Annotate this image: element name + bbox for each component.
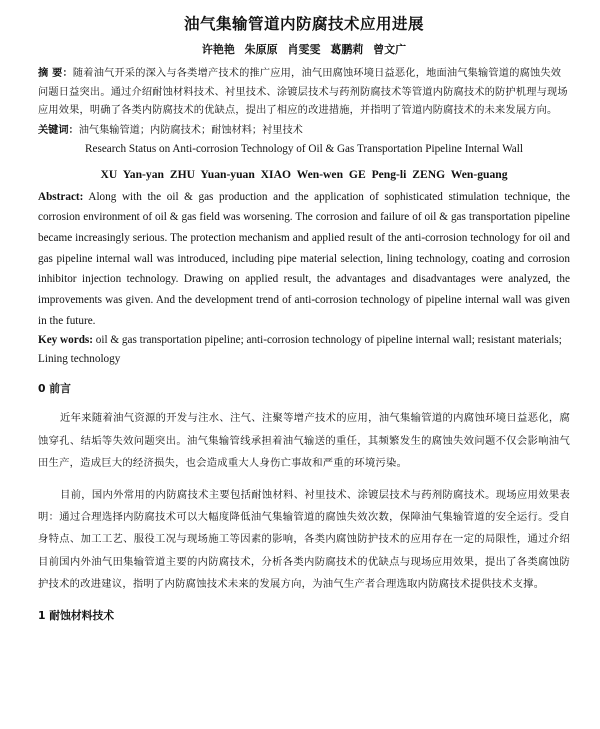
keywords-cn-label: 关键词： <box>38 124 79 136</box>
abstract-cn-label: 摘 要： <box>38 68 73 79</box>
abstract-en-label: Abstract: <box>38 190 84 203</box>
section-0-heading: 0 前言 <box>38 382 71 396</box>
section-0-paragraph-1: 近年来随着油气资源的开发与注水、注气、注聚等增产技术的应用，油气集输管道的内腐蚀环境日益恶化，腐蚀穿孔、结垢等失效问题突出。油气集输管线承担着油气输送的重任，其频繁发生的腐蚀失效问题不仅会影响油气田生产，造成巨大的经济损失，也会造成重大人身伤亡事故和严重的环境污染。 <box>38 412 570 469</box>
keywords-en-label: Key words: <box>38 334 93 347</box>
keywords-en-text: oil & gas transportation pipeline; anti-corrosion technology of pipeline internal wall; resistant materials; Lining technology <box>38 334 562 365</box>
section-0-paragraph-2: 目前，国内外常用的内防腐技术主要包括耐蚀材料、衬里技术、涂镀层技术与药剂防腐技术。现场应用效果表明：通过合理选择内防腐技术可以大幅度降低油气集输管道的腐蚀失效次数，保障油气集输管道的安全运行。受自身特点、加工工艺、服役工况与现场施工等因素的影响，各类内腐蚀防护技术的应用存在一定的局限性，通过介绍目前国内外油气田集输管道主要的内防腐技术，分析各类内防腐技术的优缺点与现场应用效果，提出了各类腐蚀防护技术的改进建议，指明了内防腐蚀技术未来的发展方向，为油气生产者合理选取内防腐技术提供技术支撑。 <box>38 489 570 590</box>
abstract-en-text: Along with the oil & gas production and the application of sophisticated stimulation technique, the corrosion environment of oil & gas field was worsening. The corrosion and failure of oil & gas transportation pipeline became increasingly serious. The protection mechanism and applied result of the anti-corrosion technology for oil and gas pipeline internal wall was introduced, including pipe material selection, lining technology, coating and corrosion inhibitor injection technology. Drawing on applied result, the advantages and disadvantages were analyzed, the improvements was given. And the development trend of anti-corrosion technology of pipeline internal wall was given in the future. <box>38 190 570 327</box>
author-list-cn: 许艳艳 朱原原 肖雯雯 葛鹏莉 曾文广 <box>201 43 407 56</box>
author-list-en: XU Yan-yan ZHU Yuan-yuan XIAO Wen-wen GE Peng-li ZENG Wen-guang <box>100 167 508 181</box>
abstract-cn-text: 随着油气开采的深入与各类增产技术的推广应用，油气田腐蚀环境日益恶化，地面油气集输管道的腐蚀失效问题日益突出。通过介绍耐蚀材料技术、衬里技术、涂镀层技术与药剂防腐技术等管道内防腐技术的防护机理与现场应用效果，明确了各类内防腐技术的优缺点，提出了相应的改进措施，并指明了管道内防腐技术的未来发展方向。 <box>38 68 568 116</box>
keywords-cn <box>38 122 570 140</box>
section-1-heading: 1 耐蚀材料技术 <box>38 609 115 623</box>
paper-title-en: Research Status on Anti-corrosion Technology of Oil & Gas Transportation Pipeline Internal Wall <box>85 142 523 155</box>
keywords-en <box>38 331 570 368</box>
abstract-cn <box>38 65 570 121</box>
keywords-cn-text: 油气集输管道；内防腐技术；耐蚀材料；衬里技术 <box>78 124 303 136</box>
abstract-en <box>38 187 570 332</box>
paper-title-cn: 油气集输管道内防腐技术应用进展 <box>183 15 424 33</box>
